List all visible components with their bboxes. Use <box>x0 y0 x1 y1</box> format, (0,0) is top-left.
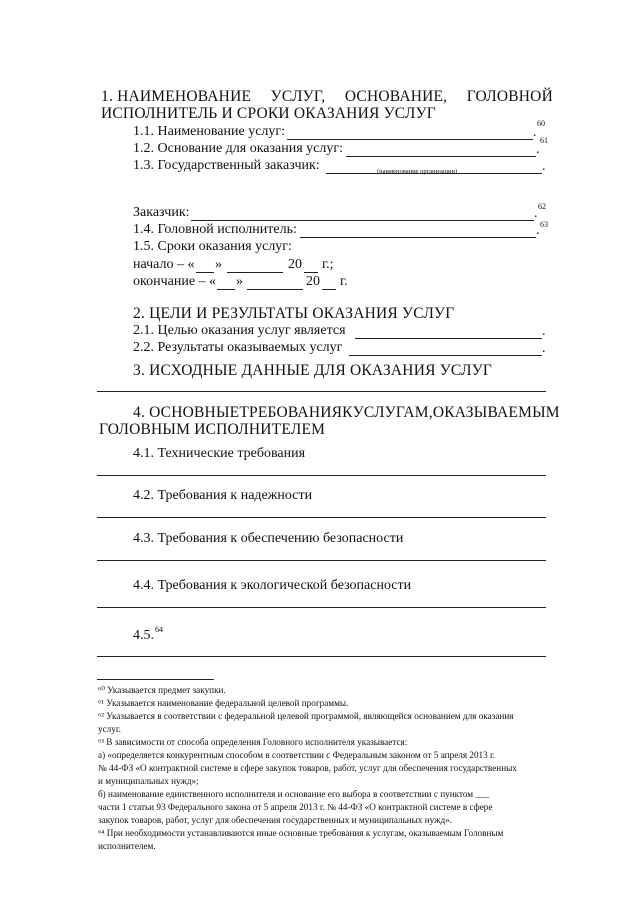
item-2-1-field[interactable] <box>355 338 542 339</box>
item-1-4-field[interactable] <box>300 237 536 238</box>
start-year-field[interactable] <box>304 272 318 273</box>
footnote-62: ⁶² Указывается в соответствии с федеральной целевой программой, являющейся основанием для оказания <box>98 711 514 721</box>
period: . <box>536 142 540 157</box>
footnote-64: ⁶⁴ При необходимости устанавливаются иные основные требования к услугам, оказываемым Головным <box>98 828 504 838</box>
footnote-ref-62: 62 <box>538 202 546 211</box>
period: . <box>533 125 537 140</box>
item-1-5-label: 1.5. Сроки оказания услуг: <box>133 239 292 254</box>
heading-word: УСЛУГАМ, <box>352 404 433 421</box>
item-1-1-field[interactable] <box>287 139 533 140</box>
start-suffix: г.; <box>322 257 334 272</box>
customer-label: Заказчик: <box>133 205 190 220</box>
item-4-3-label: 4.3. Требования к обеспечению безопасности <box>133 531 404 546</box>
section-4-heading-line2: ГОЛОВНЫМ ИСПОЛНИТЕЛЕМ <box>99 421 326 438</box>
item-2-2-label: 2.2. Результаты оказываемых услуг <box>133 340 343 355</box>
heading-word: ОСНОВАНИЕ, <box>344 88 448 105</box>
footnote-63-a: а) «определяется конкурентным способом в соответствии с Федеральным законом от 5 апреля 2013 г. <box>98 750 496 760</box>
end-year-prefix: 20 <box>306 274 320 289</box>
period: . <box>534 206 538 221</box>
item-4-2-label: 4.2. Требования к надежности <box>133 488 313 503</box>
footnote-ref-63: 63 <box>540 220 548 229</box>
customer-field[interactable] <box>191 220 534 221</box>
heading-word: 1. НАИМЕНОВАНИЕ <box>101 88 252 105</box>
item-2-1-label: 2.1. Целью оказания услуг является <box>133 323 346 338</box>
period: . <box>536 223 540 238</box>
section-2-heading: 2. ЦЕЛИ И РЕЗУЛЬТАТЫ ОКАЗАНИЯ УСЛУГ <box>133 305 455 322</box>
start-day-field[interactable] <box>196 272 214 273</box>
end-suffix: г. <box>340 274 348 289</box>
org-hint: (наименование организации) <box>377 168 458 175</box>
section-3-field[interactable] <box>97 391 546 392</box>
section-1-heading <box>101 88 553 106</box>
footnote-ref-64: 64 <box>155 625 163 634</box>
footnote-ref-61: 61 <box>540 136 548 145</box>
footnote-63-a-cont: № 44-ФЗ «О контрактной системе в сфере закупок товаров, работ, услуг для обеспечения государственных <box>98 763 517 773</box>
start-prefix: начало – « <box>133 257 195 272</box>
heading-word: К <box>342 404 353 421</box>
start-year-prefix: 20 <box>288 257 302 272</box>
footnote-ref-60: 60 <box>537 119 545 128</box>
item-4-1-label: 4.1. Технические требования <box>133 446 306 461</box>
period: . <box>542 341 546 356</box>
end-month-field[interactable] <box>247 289 303 290</box>
section-3-heading: 3. ИСХОДНЫЕ ДАННЫЕ ДЛЯ ОКАЗАНИЯ УСЛУГ <box>133 362 493 379</box>
footnote-63-b-cont2: закупок товаров, работ, услуг для обеспечения государственных и муниципальных нужд». <box>98 815 453 825</box>
item-1-2-field[interactable] <box>346 156 536 157</box>
footnote-63-a-cont2: и муниципальных нужд»; <box>98 776 199 786</box>
item-4-3-field[interactable] <box>97 560 546 561</box>
item-4-1-field[interactable] <box>97 475 546 476</box>
item-4-4-label: 4.4. Требования к экологической безопасности <box>133 578 412 593</box>
item-4-5-label: 4.5. <box>133 628 154 643</box>
footnote-62-cont: услуг. <box>98 724 121 734</box>
period: . <box>542 159 546 174</box>
section-1-heading-line2: ИСПОЛНИТЕЛЬ И СРОКИ ОКАЗАНИЯ УСЛУГ <box>101 105 436 122</box>
footnote-separator <box>97 679 214 680</box>
item-2-2-field[interactable] <box>349 355 542 356</box>
footnote-63-b-cont: части 1 статьи 93 Федерального закона от 5 апреля 2013 г. № 44-ФЗ «О контрактной системе в сфере <box>98 802 493 812</box>
footnote-63-b: б) наименование единственного исполнителя и основание его выбора в соответствии с пунктом ___ <box>98 789 490 799</box>
heading-word: ГОЛОВНОЙ <box>466 88 553 105</box>
footnote-64-cont: исполнителем. <box>98 841 156 851</box>
item-1-1-label: 1.1. Наименование услуг: <box>133 124 286 139</box>
end-prefix: окончание – « <box>133 274 217 289</box>
item-4-4-field[interactable] <box>97 607 546 608</box>
end-year-field[interactable] <box>322 289 336 290</box>
item-1-3-label: 1.3. Государственный заказчик: <box>133 158 320 173</box>
footnote-61: ⁶¹ Указывается наименование федеральной целевой программы. <box>98 698 349 708</box>
heading-word: УСЛУГ, <box>270 88 326 105</box>
period: . <box>542 324 546 339</box>
start-month-field[interactable] <box>227 272 283 273</box>
heading-word: ОКАЗЫВАЕМЫМ <box>432 404 560 421</box>
section-4-heading <box>133 404 560 422</box>
footnote-60: ⁶⁰ Указывается предмет закупки. <box>98 685 226 695</box>
item-1-2-label: 1.2. Основание для оказания услуг: <box>133 141 344 156</box>
end-day-field[interactable] <box>217 289 235 290</box>
start-quote: » <box>215 257 222 272</box>
item-4-2-field[interactable] <box>97 517 546 518</box>
footnote-63: ⁶³ В зависимости от способа определения Головного исполнителя указывается: <box>98 737 408 747</box>
heading-word: ТРЕБОВАНИЯ <box>239 404 343 421</box>
heading-word: 4. ОСНОВНЫЕ <box>133 404 240 421</box>
item-1-4-label: 1.4. Головной исполнитель: <box>133 222 297 237</box>
item-4-5-field[interactable] <box>97 656 546 657</box>
end-quote: » <box>236 274 243 289</box>
